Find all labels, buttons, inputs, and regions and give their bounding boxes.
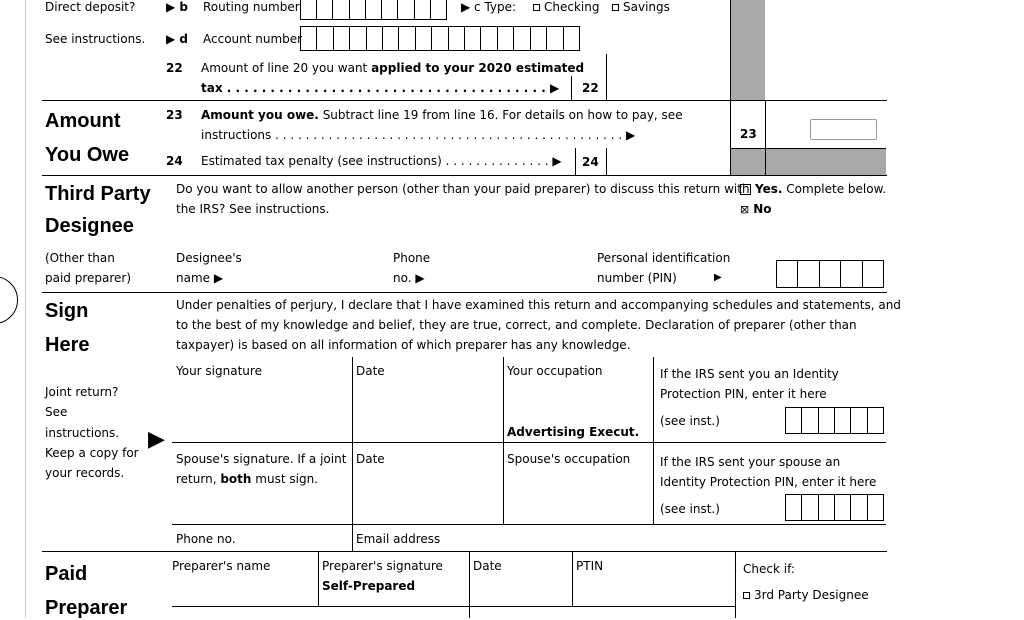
savings-option[interactable]: Savings	[612, 0, 670, 14]
yes-option[interactable]: Yes. Complete below.	[740, 182, 886, 196]
line24-box-label: 24	[582, 155, 599, 169]
ptin-label: PTIN	[576, 559, 604, 573]
other-than-2: paid preparer)	[45, 271, 132, 285]
designee-question: Do you want to allow another person (other than your paid preparer) to discuss this return with	[176, 182, 750, 196]
joint-return-4: Keep a copy for	[45, 446, 139, 460]
line23-amount-input[interactable]	[810, 119, 877, 140]
your-signature-field[interactable]	[173, 380, 351, 440]
email-label: Email address	[356, 532, 441, 546]
date-label: Date	[356, 364, 385, 378]
line24-box-left	[575, 148, 576, 175]
perjury-line-1: Under penalties of perjury, I declare that I have examined this return and accompanying schedules and statements, and	[176, 298, 901, 312]
your-signature-label: Your signature	[176, 364, 262, 378]
account-number-field[interactable]	[300, 26, 580, 51]
line22-box-left	[571, 76, 572, 100]
no-checkbox-checked[interactable]: ⊠	[740, 203, 750, 216]
your-occupation-value[interactable]: Advertising Execut.	[507, 425, 640, 439]
preparer-name-label: Preparer's name	[172, 559, 271, 573]
column-border	[765, 100, 766, 175]
line22-text: Amount of line 20 you want applied to your 2020 estimated	[201, 61, 585, 75]
perjury-line-2: to the best of my knowledge and belief, they are true, correct, and complete. Declaration of preparer (other than	[176, 318, 857, 332]
line24-text: Estimated tax penalty (see instructions) . . . . . . . . . . . . . . ▶	[201, 154, 562, 168]
divider	[42, 100, 887, 101]
routing-label: Routing number	[203, 0, 300, 14]
spouse-pin-text-3: (see inst.)	[660, 502, 720, 516]
spouse-occupation-label: Spouse's occupation	[507, 452, 631, 466]
line24-amount-field[interactable]	[606, 148, 607, 175]
divider	[42, 175, 887, 176]
spouse-date-label: Date	[356, 452, 385, 466]
page-edge	[25, 0, 26, 618]
d-marker: ▶ d	[166, 32, 188, 46]
perjury-line-3: taxpayer) is based on all information of which preparer has any knowledge.	[176, 338, 631, 352]
spouse-signature-label-2: return, both must sign.	[176, 472, 318, 486]
line23-box-label: 23	[740, 127, 757, 141]
sign-title-1: Sign	[45, 300, 89, 322]
amount-owe-title-2: You Owe	[45, 144, 130, 166]
b-marker: ▶ b	[166, 0, 188, 14]
account-label: Account number	[203, 32, 303, 46]
pin-label-2: number (PIN)	[597, 271, 677, 285]
line22-box-label: 22	[582, 81, 599, 95]
joint-return-3: instructions.	[45, 426, 120, 440]
designee-phone-label-1: Phone	[393, 251, 431, 265]
scroll-back-circle[interactable]	[0, 276, 18, 324]
line22-number: 22	[166, 61, 183, 75]
joint-return-2: See	[45, 405, 68, 419]
third-party-designee-option[interactable]: 3rd Party Designee	[743, 588, 869, 602]
line22-amount-field[interactable]	[606, 54, 607, 100]
designee-name-label-2: name ▶	[176, 271, 224, 285]
grid-line	[572, 551, 573, 606]
divider	[731, 148, 886, 149]
spouse-ip-pin-field[interactable]	[785, 494, 884, 521]
savings-checkbox[interactable]	[612, 4, 619, 11]
gray-line24-shade	[731, 148, 886, 175]
joint-return-5: your records.	[45, 466, 125, 480]
paid-preparer-title-1: Paid	[45, 563, 88, 585]
preparer-signature-value[interactable]: Self-Prepared	[322, 579, 416, 593]
grid-line	[469, 551, 470, 618]
yes-checkbox[interactable]	[740, 184, 751, 195]
check-if-label: Check if:	[743, 562, 795, 576]
grid-line	[172, 442, 653, 443]
ip-pin-field[interactable]	[785, 407, 884, 434]
designee-name-label-1: Designee's	[176, 251, 242, 265]
grid-line	[735, 551, 736, 618]
sign-title-2: Here	[45, 334, 90, 356]
paid-preparer-title-2: Preparer	[45, 597, 128, 619]
divider	[42, 292, 887, 293]
pin-arrow-icon: ▶	[714, 272, 722, 283]
ip-pin-text-3: (see inst.)	[660, 414, 720, 428]
spouse-signature-field[interactable]	[173, 488, 351, 522]
c-type-label: ▶ c Type:	[461, 0, 517, 14]
phone-no-label: Phone no.	[176, 532, 236, 546]
grid-line	[653, 442, 886, 443]
preparer-signature-label: Preparer's signature	[322, 559, 443, 573]
third-party-title-2: Designee	[45, 215, 134, 237]
line23-text2: instructions . . . . . . . . . . . . . . . . . . . . . . . . . . . . . . . . . . . . . . . . . . . . . . ▶	[201, 128, 636, 142]
line23-number: 23	[166, 108, 183, 122]
joint-return-1: Joint return?	[45, 385, 119, 399]
spouse-occupation-field[interactable]	[504, 468, 652, 522]
line22-text2: tax . . . . . . . . . . . . . . . . . . . . . . . . . . . . . . . . . . . . . ▶	[201, 81, 560, 95]
checking-option[interactable]: Checking	[533, 0, 599, 14]
divider	[42, 551, 887, 552]
grid-line	[172, 524, 886, 525]
other-than-1: (Other than	[45, 251, 115, 265]
ip-pin-text-2: Protection PIN, enter it here	[660, 387, 827, 401]
spouse-date-field[interactable]	[353, 468, 502, 522]
spouse-pin-text-1: If the IRS sent your spouse an	[660, 455, 841, 469]
preparer-date-label: Date	[473, 559, 502, 573]
your-occupation-label: Your occupation	[507, 364, 603, 378]
grid-line	[172, 606, 735, 607]
direct-deposit-label: Direct deposit?	[45, 0, 136, 14]
third-party-title-1: Third Party	[45, 183, 151, 205]
amount-owe-title-1: Amount	[45, 110, 121, 132]
your-date-field[interactable]	[353, 380, 502, 440]
checking-checkbox[interactable]	[533, 4, 540, 11]
line24-number: 24	[166, 154, 183, 168]
no-option[interactable]: ⊠ No	[740, 202, 772, 216]
designee-question-2: the IRS? See instructions.	[176, 202, 330, 216]
third-party-designee-checkbox[interactable]	[743, 592, 750, 599]
gray-column-shade	[731, 0, 765, 100]
ip-pin-text-1: If the IRS sent you an Identity	[660, 367, 839, 381]
line23-text: Amount you owe. Subtract line 19 from line 16. For details on how to pay, see	[201, 108, 683, 122]
designee-pin-field[interactable]	[776, 260, 884, 288]
designee-phone-label-2: no. ▶	[393, 271, 425, 285]
routing-number-field[interactable]	[300, 0, 447, 20]
grid-line	[318, 551, 319, 606]
spouse-signature-label-1: Spouse's signature. If a joint	[176, 452, 347, 466]
sign-pointer-icon: ▶	[148, 427, 165, 452]
pin-label-1: Personal identification	[597, 251, 731, 265]
grid-line	[653, 357, 654, 524]
see-instructions-label: See instructions.	[45, 32, 146, 46]
spouse-pin-text-2: Identity Protection PIN, enter it here	[660, 475, 877, 489]
